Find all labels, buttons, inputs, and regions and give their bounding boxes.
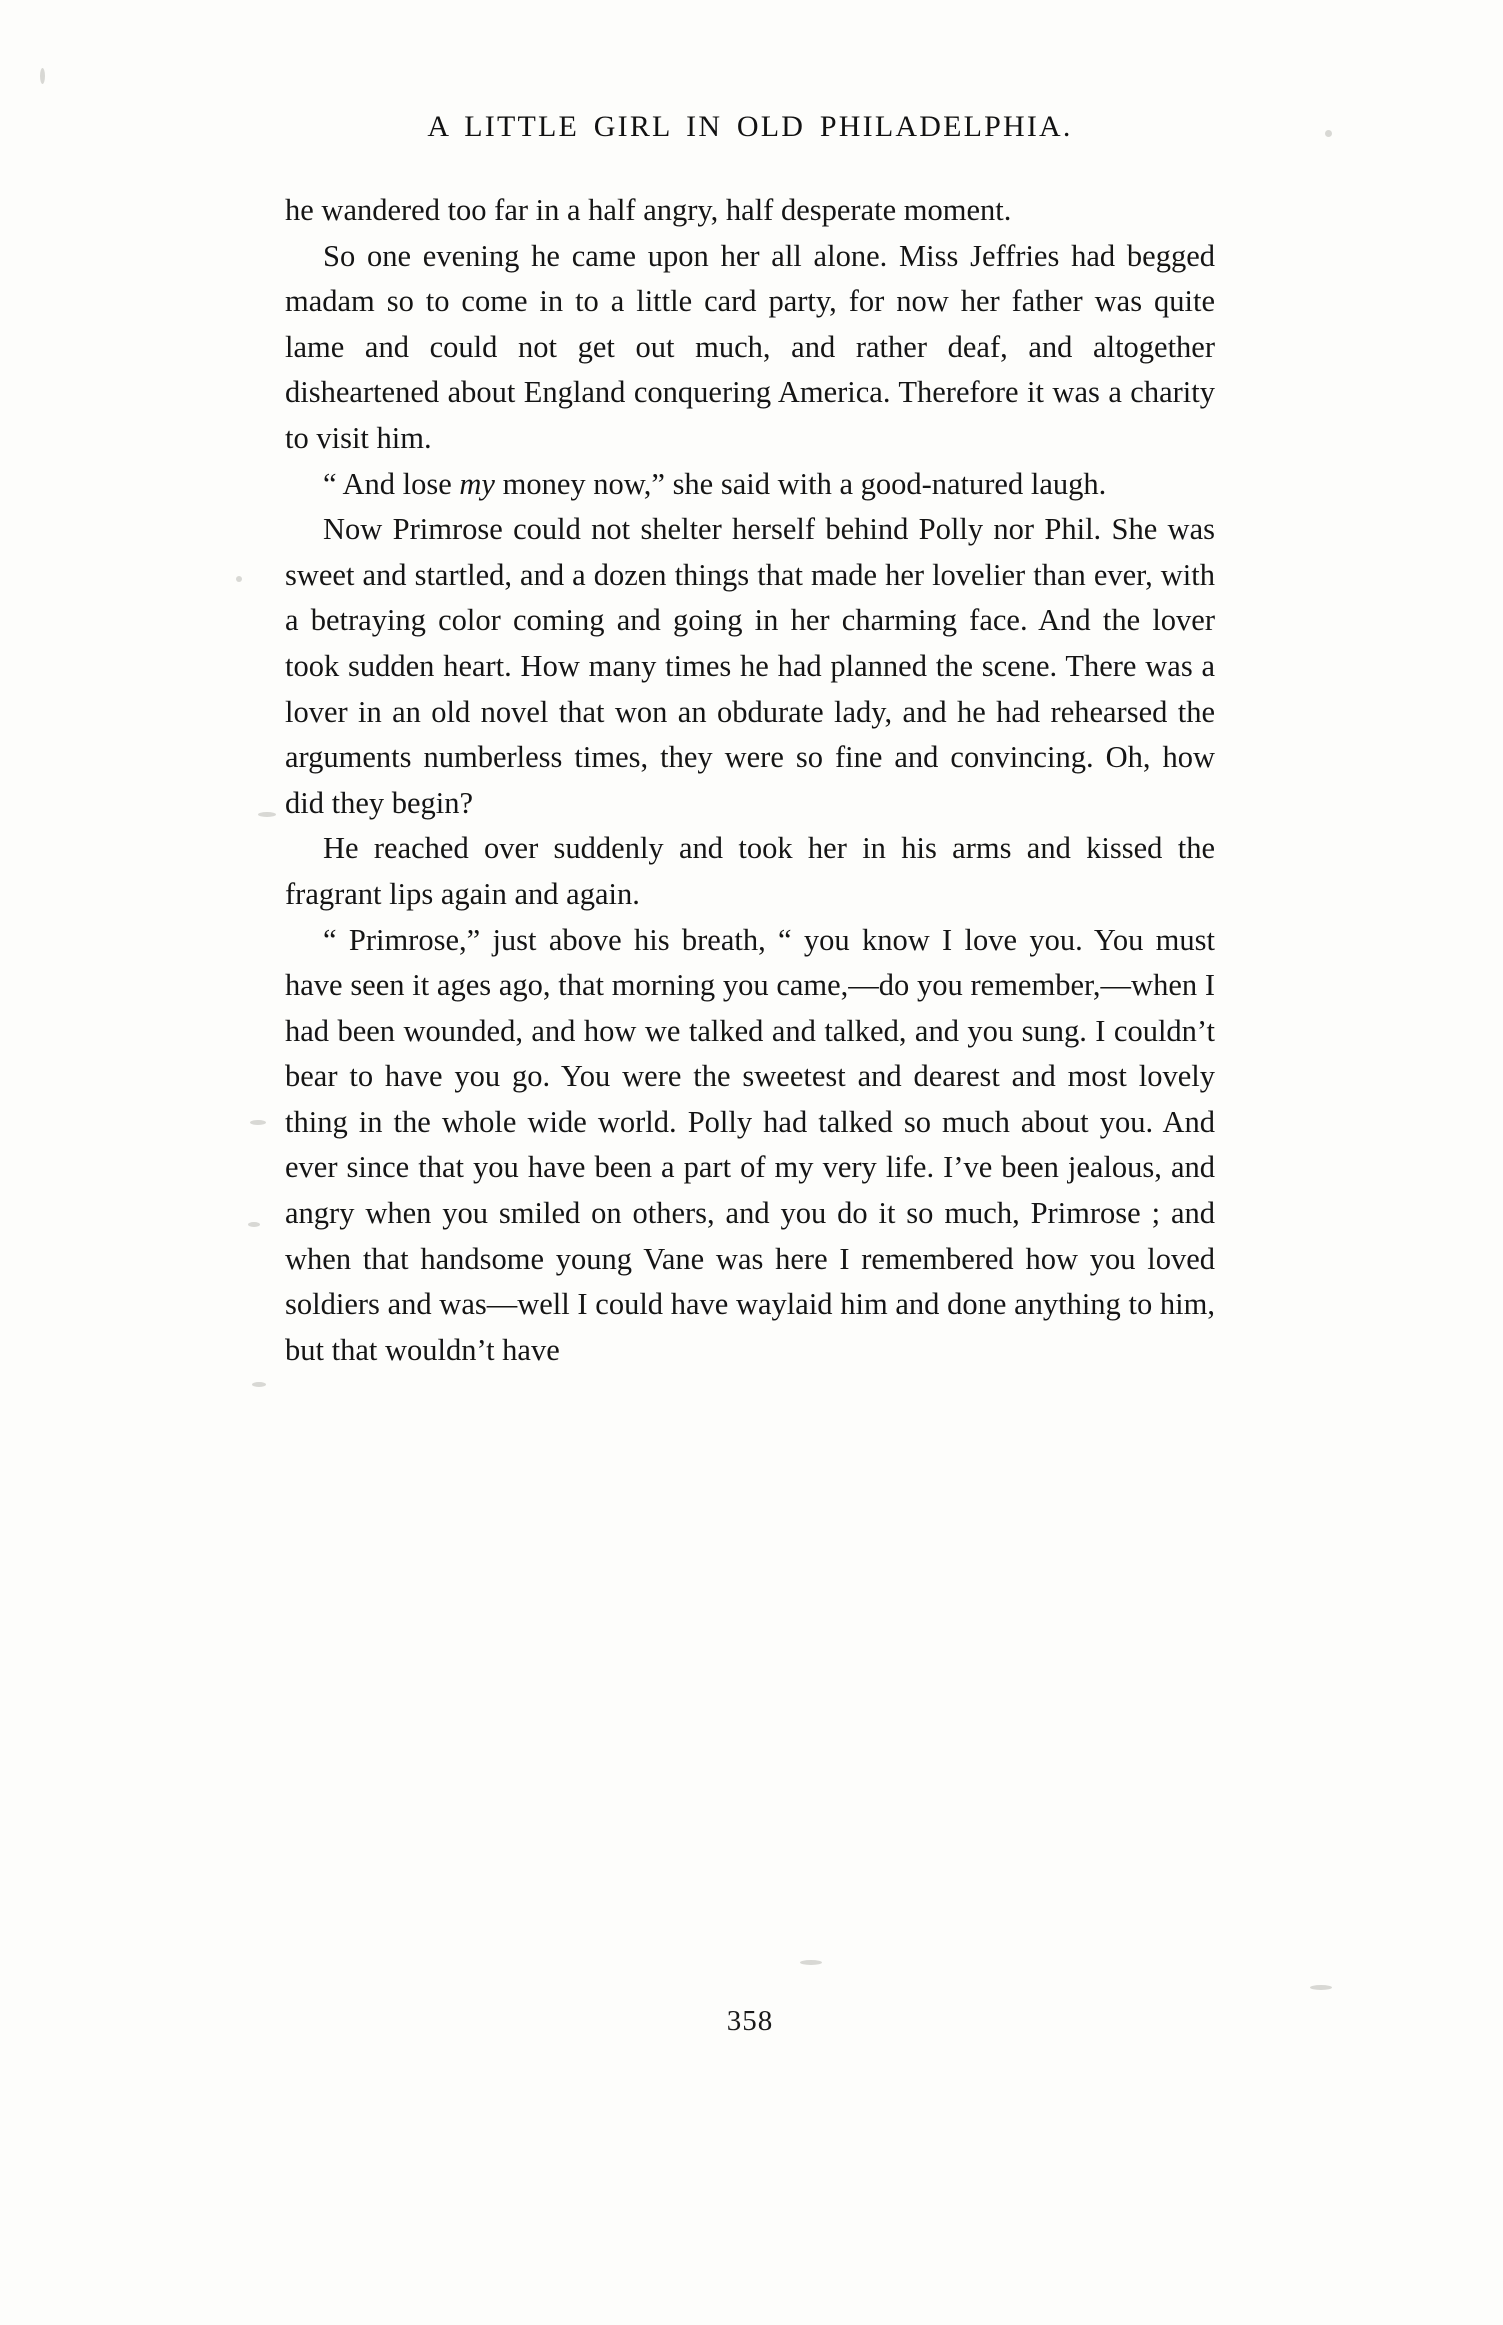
paper-speckle [800, 1960, 822, 1965]
page-number: 358 [726, 2005, 774, 2037]
paragraph: Now Primrose could not shelter herself behind Polly nor Phil. She was sweet and startled, and a dozen things that made her lovelier than ever, with a betraying color coming and going in her charming face. And the lover took sudden heart. How many times he had planned the scene. There was a lover in an old novel that won an obdurate lady, and he had rehearsed the arguments numberless times, they were so fine and convincing. Oh, how did they begin? [285, 512, 1215, 820]
paragraph-part: money now,” she said with a good-natured laugh. [494, 466, 1107, 501]
paragraph: He reached over suddenly and took her in his arms and kissed the fragrant lips again and again. [285, 831, 1215, 911]
body-text [285, 188, 1215, 1373]
page-content [285, 110, 1215, 2037]
paragraph-part: “ And lose [323, 466, 460, 501]
running-head: A LITTLE GIRL IN OLD PHILADELPHIA. [427, 110, 1073, 143]
paragraph: he wandered too far in a half angry, half desperate moment. [285, 193, 1012, 227]
paragraph: “ Primrose,” just above his breath, “ you know I love you. You must have seen it ages ago, that morning you came,—do you remember,—when I had been wounded, and how we talked and talked, and you sung. I couldn’t bear to have you go. You were the sweetest and dearest and most lovely thing in the whole wide world. Polly had talked so much about you. And ever since that you have been a part of my very life. I’ve been jealous, and angry when you smiled on others, and you do it so much, Primrose ; and when that handsome young Vane was here I remembered how you loved soldiers and was—well I could have waylaid him and done anything to him, but that wouldn’t have [285, 922, 1215, 1367]
paper-speckle [1310, 1985, 1332, 1990]
paper-speckle [250, 1120, 266, 1125]
italic-word: my [459, 466, 495, 501]
paragraph: So one evening he came upon her all alone. Miss Jeffries had begged madam so to come in to a little card party, for now her father was quite lame and could not get out much, and rather deaf, and altogether disheartened about England conquering America. Therefore it was a charity to visit him. [285, 238, 1215, 455]
paper-speckle [1325, 130, 1332, 137]
paper-speckle [40, 68, 45, 84]
paper-speckle [252, 1382, 266, 1387]
paper-speckle [236, 576, 242, 582]
paper-speckle [248, 1222, 260, 1227]
paragraph-with-italic [285, 462, 1215, 508]
paper-speckle [258, 812, 276, 817]
